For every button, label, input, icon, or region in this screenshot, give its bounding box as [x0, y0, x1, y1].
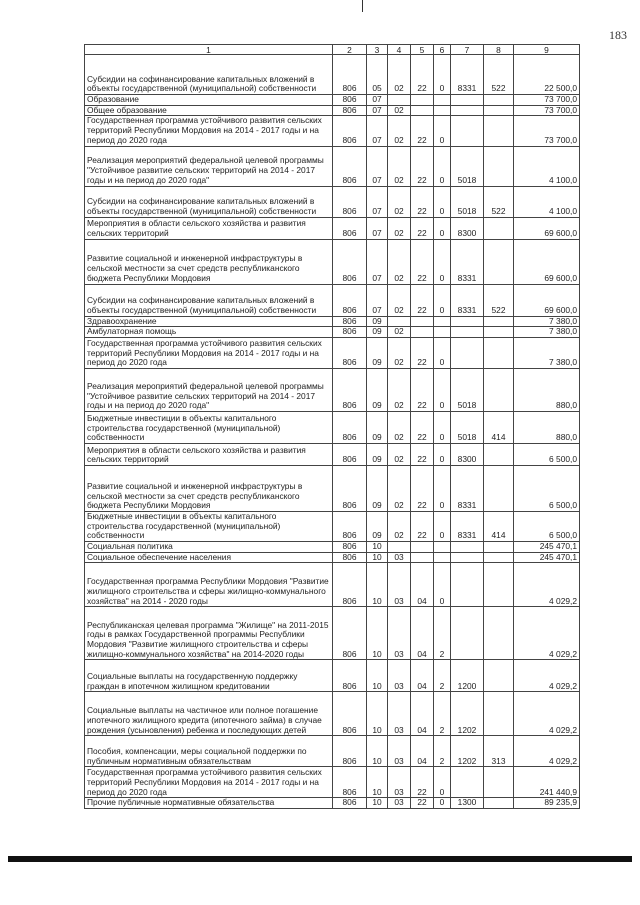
section-cell: 07 [367, 217, 388, 239]
subsection-cell: 02 [388, 368, 411, 411]
program-cell: 22 [411, 217, 434, 239]
subsection-cell: 03 [388, 767, 411, 798]
subsection-cell: 03 [388, 692, 411, 736]
expense-type-cell [484, 607, 514, 660]
expense-type-cell [484, 692, 514, 736]
table-row [85, 736, 580, 767]
section-cell: 10 [367, 542, 388, 553]
header-cell: 3 [367, 45, 388, 55]
program-cell: 22 [411, 767, 434, 798]
expense-type-cell [484, 316, 514, 327]
amount-cell: 241 440,9 [514, 767, 580, 798]
admin-code-cell: 806 [333, 105, 367, 116]
row-name-cell: Государственная программа устойчивого развития сельских территорий Республики Мордовия на 2014 - 2017 годы и на период до 2020 года [85, 767, 333, 798]
article-cell: 8300 [451, 217, 484, 239]
table-row [85, 146, 580, 186]
amount-cell: 4 029,2 [514, 563, 580, 607]
row-name-cell: Государственная программа устойчивого развития сельских территорий Республики Мордовия на 2014 - 2017 годы и на период до 2020 года [85, 337, 333, 368]
section-cell: 09 [367, 337, 388, 368]
subprogram-cell: 0 [434, 186, 451, 217]
section-cell: 10 [367, 660, 388, 692]
table-row [85, 411, 580, 443]
program-cell [411, 327, 434, 338]
admin-code-cell: 806 [333, 316, 367, 327]
article-cell: 5018 [451, 186, 484, 217]
article-cell [451, 116, 484, 146]
subprogram-cell: 0 [434, 116, 451, 146]
admin-code-cell: 806 [333, 411, 367, 443]
row-name-cell: Республиканская целевая программа "Жилище" на 2011-2015 годы в рамках Государственной программы Республики Мордовия "Развитие жилищного строительства и сферы жилищно-коммунального хозяйства" на 2014-2020 годы [85, 607, 333, 660]
subprogram-cell: 0 [434, 146, 451, 186]
amount-cell: 69 600,0 [514, 217, 580, 239]
table-row [85, 55, 580, 95]
table-header-row [85, 45, 580, 55]
table-row [85, 767, 580, 798]
amount-cell: 4 100,0 [514, 146, 580, 186]
amount-cell: 4 029,2 [514, 692, 580, 736]
section-cell: 09 [367, 511, 388, 541]
subsection-cell: 03 [388, 660, 411, 692]
section-cell: 09 [367, 316, 388, 327]
amount-cell: 6 500,0 [514, 443, 580, 465]
article-cell [451, 767, 484, 798]
program-cell [411, 316, 434, 327]
header-cell: 7 [451, 45, 484, 55]
section-cell: 10 [367, 552, 388, 563]
subsection-cell [388, 542, 411, 553]
row-name-cell: Государственная программа устойчивого развития сельских территорий Республики Мордовия на 2014 - 2017 годы и на период до 2020 года [85, 116, 333, 146]
admin-code-cell: 806 [333, 186, 367, 217]
admin-code-cell: 806 [333, 552, 367, 563]
article-cell: 8331 [451, 284, 484, 316]
admin-code-cell: 806 [333, 692, 367, 736]
subprogram-cell: 0 [434, 798, 451, 809]
amount-cell: 880,0 [514, 411, 580, 443]
expense-type-cell [484, 465, 514, 511]
expense-type-cell: 414 [484, 511, 514, 541]
section-cell: 07 [367, 239, 388, 284]
amount-cell: 73 700,0 [514, 105, 580, 116]
subsection-cell [388, 316, 411, 327]
program-cell: 04 [411, 660, 434, 692]
subprogram-cell: 0 [434, 411, 451, 443]
expense-type-cell [484, 239, 514, 284]
subsection-cell: 02 [388, 511, 411, 541]
expense-type-cell [484, 95, 514, 106]
admin-code-cell: 806 [333, 511, 367, 541]
admin-code-cell: 806 [333, 327, 367, 338]
admin-code-cell: 806 [333, 607, 367, 660]
table-row [85, 692, 580, 736]
expense-type-cell [484, 337, 514, 368]
expense-type-cell [484, 368, 514, 411]
table-row [85, 327, 580, 338]
expense-type-cell [484, 217, 514, 239]
table-row [85, 284, 580, 316]
subprogram-cell: 0 [434, 55, 451, 95]
amount-cell: 69 600,0 [514, 284, 580, 316]
table-row [85, 542, 580, 553]
program-cell: 22 [411, 146, 434, 186]
program-cell: 22 [411, 239, 434, 284]
admin-code-cell: 806 [333, 736, 367, 767]
admin-code-cell: 806 [333, 563, 367, 607]
admin-code-cell: 806 [333, 146, 367, 186]
table-row [85, 465, 580, 511]
subprogram-cell [434, 552, 451, 563]
article-cell [451, 316, 484, 327]
subsection-cell: 02 [388, 465, 411, 511]
program-cell: 04 [411, 736, 434, 767]
admin-code-cell: 806 [333, 465, 367, 511]
table-row [85, 443, 580, 465]
row-name-cell: Реализация мероприятий федеральной целевой программы "Устойчивое развитие сельских территорий на 2014 - 2017 годы и на период до 2020 года" [85, 146, 333, 186]
subprogram-cell: 0 [434, 767, 451, 798]
subprogram-cell: 0 [434, 337, 451, 368]
section-cell: 10 [367, 563, 388, 607]
subprogram-cell [434, 105, 451, 116]
subprogram-cell: 0 [434, 443, 451, 465]
subprogram-cell: 0 [434, 563, 451, 607]
admin-code-cell: 806 [333, 660, 367, 692]
section-cell: 09 [367, 443, 388, 465]
expense-type-cell [484, 552, 514, 563]
article-cell: 1200 [451, 660, 484, 692]
section-cell: 10 [367, 798, 388, 809]
header-cell: 5 [411, 45, 434, 55]
table-row [85, 316, 580, 327]
header-cell: 6 [434, 45, 451, 55]
admin-code-cell: 806 [333, 284, 367, 316]
admin-code-cell: 806 [333, 368, 367, 411]
subprogram-cell [434, 95, 451, 106]
section-cell: 10 [367, 736, 388, 767]
program-cell [411, 552, 434, 563]
subprogram-cell [434, 316, 451, 327]
article-cell [451, 542, 484, 553]
admin-code-cell: 806 [333, 798, 367, 809]
amount-cell: 69 600,0 [514, 239, 580, 284]
table-row [85, 552, 580, 563]
table-row [85, 337, 580, 368]
amount-cell: 4 100,0 [514, 186, 580, 217]
section-cell: 09 [367, 327, 388, 338]
expense-type-cell: 522 [484, 284, 514, 316]
row-name-cell: Развитие социальной и инженерной инфраструктуры в сельской местности за счет средств республиканского бюджета Республики Мордовия [85, 239, 333, 284]
row-name-cell: Общее образование [85, 105, 333, 116]
row-name-cell: Социальное обеспечение населения [85, 552, 333, 563]
subprogram-cell: 0 [434, 284, 451, 316]
row-name-cell: Пособия, компенсации, меры социальной поддержки по публичным нормативным обязательствам [85, 736, 333, 767]
article-cell: 5018 [451, 368, 484, 411]
article-cell [451, 95, 484, 106]
row-name-cell: Государственная программа Республики Мордовия "Развитие жилищного строительства и сферы жилищно-коммунального хозяйства" на 2014 - 2020 годы [85, 563, 333, 607]
subprogram-cell: 0 [434, 465, 451, 511]
program-cell: 22 [411, 465, 434, 511]
header-cell: 9 [514, 45, 580, 55]
row-name-cell: Бюджетные инвестиции в объекты капитального строительства государственной (муниципальной) собственности [85, 411, 333, 443]
section-cell: 07 [367, 186, 388, 217]
subsection-cell: 02 [388, 116, 411, 146]
section-cell: 10 [367, 767, 388, 798]
subsection-cell: 03 [388, 736, 411, 767]
table-row [85, 186, 580, 217]
admin-code-cell: 806 [333, 443, 367, 465]
amount-cell: 245 470,1 [514, 552, 580, 563]
table-row [85, 105, 580, 116]
subsection-cell: 02 [388, 217, 411, 239]
subsection-cell: 02 [388, 186, 411, 217]
section-cell: 07 [367, 116, 388, 146]
amount-cell: 6 500,0 [514, 465, 580, 511]
article-cell: 8331 [451, 511, 484, 541]
header-cell: 2 [333, 45, 367, 55]
amount-cell: 7 380,0 [514, 327, 580, 338]
article-cell: 8331 [451, 55, 484, 95]
subprogram-cell: 0 [434, 239, 451, 284]
subsection-cell: 02 [388, 443, 411, 465]
expense-type-cell [484, 105, 514, 116]
budget-table [84, 44, 580, 809]
amount-cell: 4 029,2 [514, 660, 580, 692]
subsection-cell: 02 [388, 337, 411, 368]
program-cell: 22 [411, 337, 434, 368]
row-name-cell: Субсидии на софинансирование капитальных вложений в объекты государственной (муниципальной) собственности [85, 55, 333, 95]
article-cell [451, 563, 484, 607]
row-name-cell: Прочие публичные нормативные обязательства [85, 798, 333, 809]
expense-type-cell [484, 443, 514, 465]
table-row [85, 95, 580, 106]
article-cell [451, 105, 484, 116]
subsection-cell: 03 [388, 552, 411, 563]
amount-cell: 4 029,2 [514, 736, 580, 767]
admin-code-cell: 806 [333, 217, 367, 239]
admin-code-cell: 806 [333, 95, 367, 106]
amount-cell: 7 380,0 [514, 316, 580, 327]
article-cell: 5018 [451, 146, 484, 186]
expense-type-cell: 313 [484, 736, 514, 767]
section-cell: 10 [367, 692, 388, 736]
expense-type-cell [484, 767, 514, 798]
article-cell [451, 607, 484, 660]
header-cell: 1 [85, 45, 333, 55]
subsection-cell: 03 [388, 798, 411, 809]
row-name-cell: Реализация мероприятий федеральной целевой программы "Устойчивое развитие сельских территорий на 2014 - 2017 годы и на период до 2020 года" [85, 368, 333, 411]
subsection-cell: 03 [388, 607, 411, 660]
amount-cell: 73 700,0 [514, 95, 580, 106]
article-cell: 1202 [451, 692, 484, 736]
article-cell [451, 327, 484, 338]
table-row [85, 116, 580, 146]
table-row [85, 563, 580, 607]
program-cell: 22 [411, 55, 434, 95]
row-name-cell: Амбулаторная помощь [85, 327, 333, 338]
subprogram-cell: 2 [434, 660, 451, 692]
subprogram-cell: 2 [434, 692, 451, 736]
expense-type-cell: 522 [484, 186, 514, 217]
subprogram-cell: 0 [434, 217, 451, 239]
program-cell [411, 95, 434, 106]
amount-cell: 89 235,9 [514, 798, 580, 809]
subprogram-cell: 2 [434, 607, 451, 660]
row-name-cell: Мероприятия в области сельского хозяйства и развития сельских территорий [85, 217, 333, 239]
expense-type-cell [484, 660, 514, 692]
article-cell: 5018 [451, 411, 484, 443]
row-name-cell: Образование [85, 95, 333, 106]
program-cell: 22 [411, 186, 434, 217]
row-name-cell: Развитие социальной и инженерной инфраструктуры в сельской местности за счет средств республиканского бюджета Республики Мордовия [85, 465, 333, 511]
amount-cell: 4 029,2 [514, 607, 580, 660]
table-row [85, 660, 580, 692]
subsection-cell: 02 [388, 327, 411, 338]
scan-mark-line [362, 0, 363, 12]
program-cell: 22 [411, 368, 434, 411]
section-cell: 07 [367, 146, 388, 186]
program-cell: 22 [411, 798, 434, 809]
program-cell [411, 542, 434, 553]
subprogram-cell [434, 542, 451, 553]
row-name-cell: Субсидии на софинансирование капитальных вложений в объекты государственной (муниципальной) собственности [85, 284, 333, 316]
program-cell: 22 [411, 443, 434, 465]
scan-bottom-bar [8, 856, 632, 862]
section-cell: 09 [367, 411, 388, 443]
section-cell: 05 [367, 55, 388, 95]
header-cell: 4 [388, 45, 411, 55]
section-cell: 07 [367, 284, 388, 316]
row-name-cell: Субсидии на софинансирование капитальных вложений в объекты государственной (муниципальной) собственности [85, 186, 333, 217]
amount-cell: 22 500,0 [514, 55, 580, 95]
expense-type-cell [484, 563, 514, 607]
subprogram-cell [434, 327, 451, 338]
expense-type-cell [484, 116, 514, 146]
header-cell: 8 [484, 45, 514, 55]
expense-type-cell [484, 542, 514, 553]
program-cell [411, 105, 434, 116]
row-name-cell: Бюджетные инвестиции в объекты капитального строительства государственной (муниципальной) собственности [85, 511, 333, 541]
subprogram-cell: 0 [434, 368, 451, 411]
row-name-cell: Социальные выплаты на государственную поддержку граждан в ипотечном жилищном кредитовании [85, 660, 333, 692]
subsection-cell: 02 [388, 239, 411, 284]
table-row [85, 798, 580, 809]
expense-type-cell [484, 146, 514, 186]
article-cell [451, 337, 484, 368]
amount-cell: 245 470,1 [514, 542, 580, 553]
subsection-cell: 02 [388, 284, 411, 316]
admin-code-cell: 806 [333, 337, 367, 368]
admin-code-cell: 806 [333, 767, 367, 798]
program-cell: 22 [411, 284, 434, 316]
admin-code-cell: 806 [333, 116, 367, 146]
row-name-cell: Социальные выплаты на частичное или полное погашение ипотечного жилищного кредита (ипотечного займа) в случае рождения (усыновления) ребенка и последующих детей [85, 692, 333, 736]
article-cell: 8300 [451, 443, 484, 465]
subsection-cell: 02 [388, 55, 411, 95]
article-cell: 1202 [451, 736, 484, 767]
section-cell: 07 [367, 105, 388, 116]
program-cell: 04 [411, 607, 434, 660]
expense-type-cell [484, 798, 514, 809]
expense-type-cell [484, 327, 514, 338]
program-cell: 22 [411, 511, 434, 541]
program-cell: 04 [411, 563, 434, 607]
table-row [85, 217, 580, 239]
subsection-cell [388, 95, 411, 106]
amount-cell: 7 380,0 [514, 337, 580, 368]
admin-code-cell: 806 [333, 542, 367, 553]
table-row [85, 239, 580, 284]
subprogram-cell: 0 [434, 511, 451, 541]
subsection-cell: 02 [388, 146, 411, 186]
table-row [85, 511, 580, 541]
subsection-cell: 02 [388, 105, 411, 116]
section-cell: 10 [367, 607, 388, 660]
amount-cell: 6 500,0 [514, 511, 580, 541]
row-name-cell: Социальная политика [85, 542, 333, 553]
amount-cell: 880,0 [514, 368, 580, 411]
article-cell [451, 552, 484, 563]
admin-code-cell: 806 [333, 55, 367, 95]
table-row [85, 607, 580, 660]
article-cell: 8331 [451, 465, 484, 511]
page-number: 183 [609, 28, 627, 42]
subsection-cell: 03 [388, 563, 411, 607]
subsection-cell: 02 [388, 411, 411, 443]
section-cell: 07 [367, 95, 388, 106]
expense-type-cell: 414 [484, 411, 514, 443]
article-cell: 1300 [451, 798, 484, 809]
row-name-cell: Здравоохранение [85, 316, 333, 327]
program-cell: 22 [411, 411, 434, 443]
expense-type-cell: 522 [484, 55, 514, 95]
row-name-cell: Мероприятия в области сельского хозяйства и развития сельских территорий [85, 443, 333, 465]
section-cell: 09 [367, 465, 388, 511]
article-cell: 8331 [451, 239, 484, 284]
table-row [85, 368, 580, 411]
amount-cell: 73 700,0 [514, 116, 580, 146]
program-cell: 22 [411, 116, 434, 146]
program-cell: 04 [411, 692, 434, 736]
subprogram-cell: 2 [434, 736, 451, 767]
section-cell: 09 [367, 368, 388, 411]
admin-code-cell: 806 [333, 239, 367, 284]
